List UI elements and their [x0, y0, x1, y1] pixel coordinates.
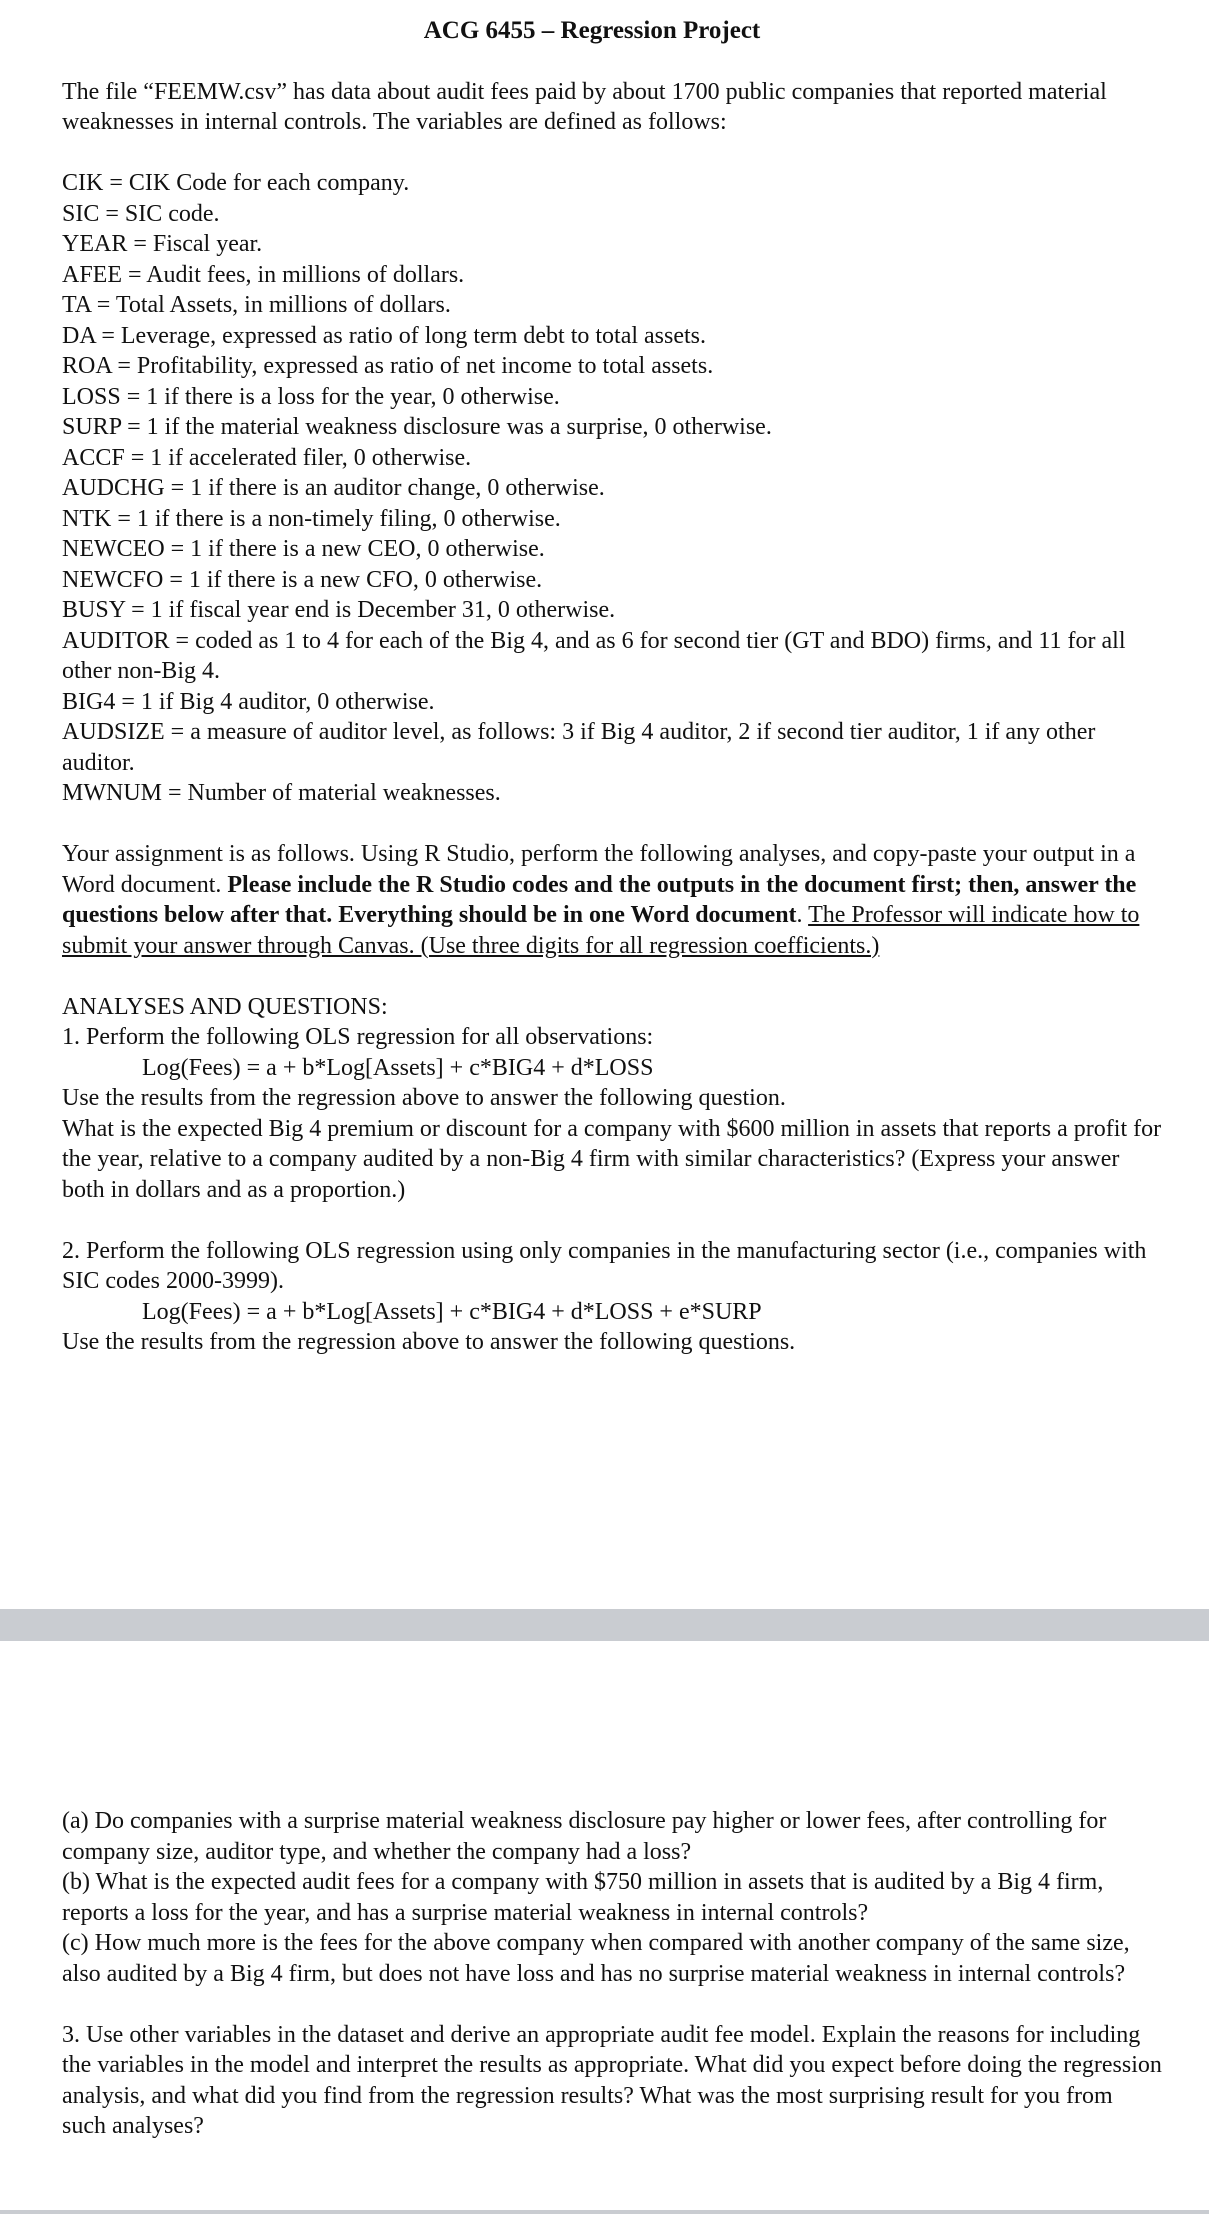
- variable-definition: AUDCHG = 1 if there is an auditor change, 0 otherwise.: [62, 475, 605, 501]
- document-top-section: [62, 16, 1162, 1358]
- assignment-paragraph: [62, 839, 1162, 961]
- variable-definition: BIG4 = 1 if Big 4 auditor, 0 otherwise.: [62, 688, 435, 715]
- question-1-text: What is the expected Big 4 premium or discount for a company with $600 million in assets that reports a profit for the year, relative to a company audited by a non-Big 4 firm with similar characteristics? (Express your answer both in dollars and as a proportion.): [62, 1115, 1162, 1203]
- question-2a: (a) Do companies with a surprise material weakness disclosure pay higher or lower fees, after controlling for company size, auditor type, and whether the company had a loss?: [62, 1808, 1107, 1865]
- question-1-intro: 1. Perform the following OLS regression for all observations:: [62, 1024, 654, 1050]
- variable-definition: SIC = SIC code.: [62, 200, 220, 227]
- question-3: 3. Use other variables in the dataset and derive an appropriate audit fee model. Explain the reasons for including the variables in the model and interpret the results as appropriate. What did you expect before doing the regression analysis, and what did you find from the regression results? What was the most surprising result for you from such analyses?: [62, 2021, 1162, 2139]
- document-title: ACG 6455 – Regression Project: [423, 17, 761, 44]
- assignment-text: Your assignment is as follows. Using R Studio, perform the following analyses, and copy-paste your output in a Word document.: [62, 841, 1136, 898]
- variable-definition: CIK = CIK Code for each company.: [62, 170, 410, 196]
- analyses-heading: ANALYSES AND QUESTIONS:: [62, 993, 388, 1020]
- page-separator: [0, 1609, 1209, 1641]
- variable-definition: NEWCEO = 1 if there is a new CEO, 0 otherwise.: [62, 536, 545, 562]
- variable-definition: NTK = 1 if there is a non-timely filing, 0 otherwise.: [62, 505, 561, 532]
- assignment-text-end: .: [796, 902, 809, 928]
- variable-definition: LOSS = 1 if there is a loss for the year, 0 otherwise.: [62, 383, 560, 410]
- variable-definition: MWNUM = Number of material weaknesses.: [62, 780, 501, 806]
- variable-definition: DA = Leverage, expressed as ratio of long term debt to total assets.: [62, 322, 707, 349]
- variable-definition: AUDITOR = coded as 1 to 4 for each of the Big 4, and as 6 for second tier (GT and BDO) firms, and 11 for all other non-Big 4.: [62, 627, 1126, 684]
- variable-definition: YEAR = Fiscal year.: [62, 231, 263, 257]
- variable-definition: SURP = 1 if the material weakness disclosure was a surprise, 0 otherwise.: [62, 414, 772, 440]
- document-bottom-section: [62, 1806, 1162, 2142]
- question-2-equation: Log(Fees) = a + b*Log[Assets] + c*BIG4 + d*LOSS + e*SURP: [142, 1298, 762, 1325]
- variable-definitions: [62, 168, 1162, 809]
- question-1-use-results: Use the results from the regression above to answer the following question.: [62, 1085, 786, 1111]
- assignment-bold-text: Please include the R Studio codes and the outputs in the document first; then, answer the questions below after that. Everything should be in one Word document: [62, 871, 1137, 928]
- question-1-equation: Log(Fees) = a + b*Log[Assets] + c*BIG4 + d*LOSS: [142, 1054, 654, 1081]
- variable-definition: AFEE = Audit fees, in millions of dollars.: [62, 261, 465, 288]
- question-2b: (b) What is the expected audit fees for a company with $750 million in assets that is audited by a Big 4 firm, reports a loss for the year, and has a surprise material weakness in internal controls?: [62, 1869, 1104, 1926]
- intro-paragraph: The file “FEEMW.csv” has data about audit fees paid by about 1700 public companies that reported material weaknesses in internal controls. The variables are defined as follows:: [62, 78, 1107, 135]
- question-2-use-results: Use the results from the regression above to answer the following questions.: [62, 1329, 796, 1355]
- assignment-underlined-text: The Professor will indicate how to submit your answer through Canvas. (Use three digits for all regression coefficients.): [62, 902, 1140, 959]
- variable-definition: TA = Total Assets, in millions of dollars.: [62, 292, 451, 318]
- question-2c: (c) How much more is the fees for the above company when compared with another company of the same size, also audited by a Big 4 firm, but does not have loss and has no surprise material weakness in internal controls?: [62, 1930, 1130, 1987]
- variable-definition: AUDSIZE = a measure of auditor level, as follows: 3 if Big 4 auditor, 2 if second tier auditor, 1 if any other auditor.: [62, 719, 1096, 776]
- question-2-intro: 2. Perform the following OLS regression using only companies in the manufacturing sector (i.e., companies with SIC codes 2000-3999).: [62, 1237, 1147, 1294]
- bottom-separator: [0, 2210, 1209, 2214]
- variable-definition: BUSY = 1 if fiscal year end is December 31, 0 otherwise.: [62, 597, 616, 623]
- variable-definition: ROA = Profitability, expressed as ratio of net income to total assets.: [62, 353, 714, 379]
- variable-definition: ACCF = 1 if accelerated filer, 0 otherwise.: [62, 444, 472, 471]
- variable-definition: NEWCFO = 1 if there is a new CFO, 0 otherwise.: [62, 566, 543, 593]
